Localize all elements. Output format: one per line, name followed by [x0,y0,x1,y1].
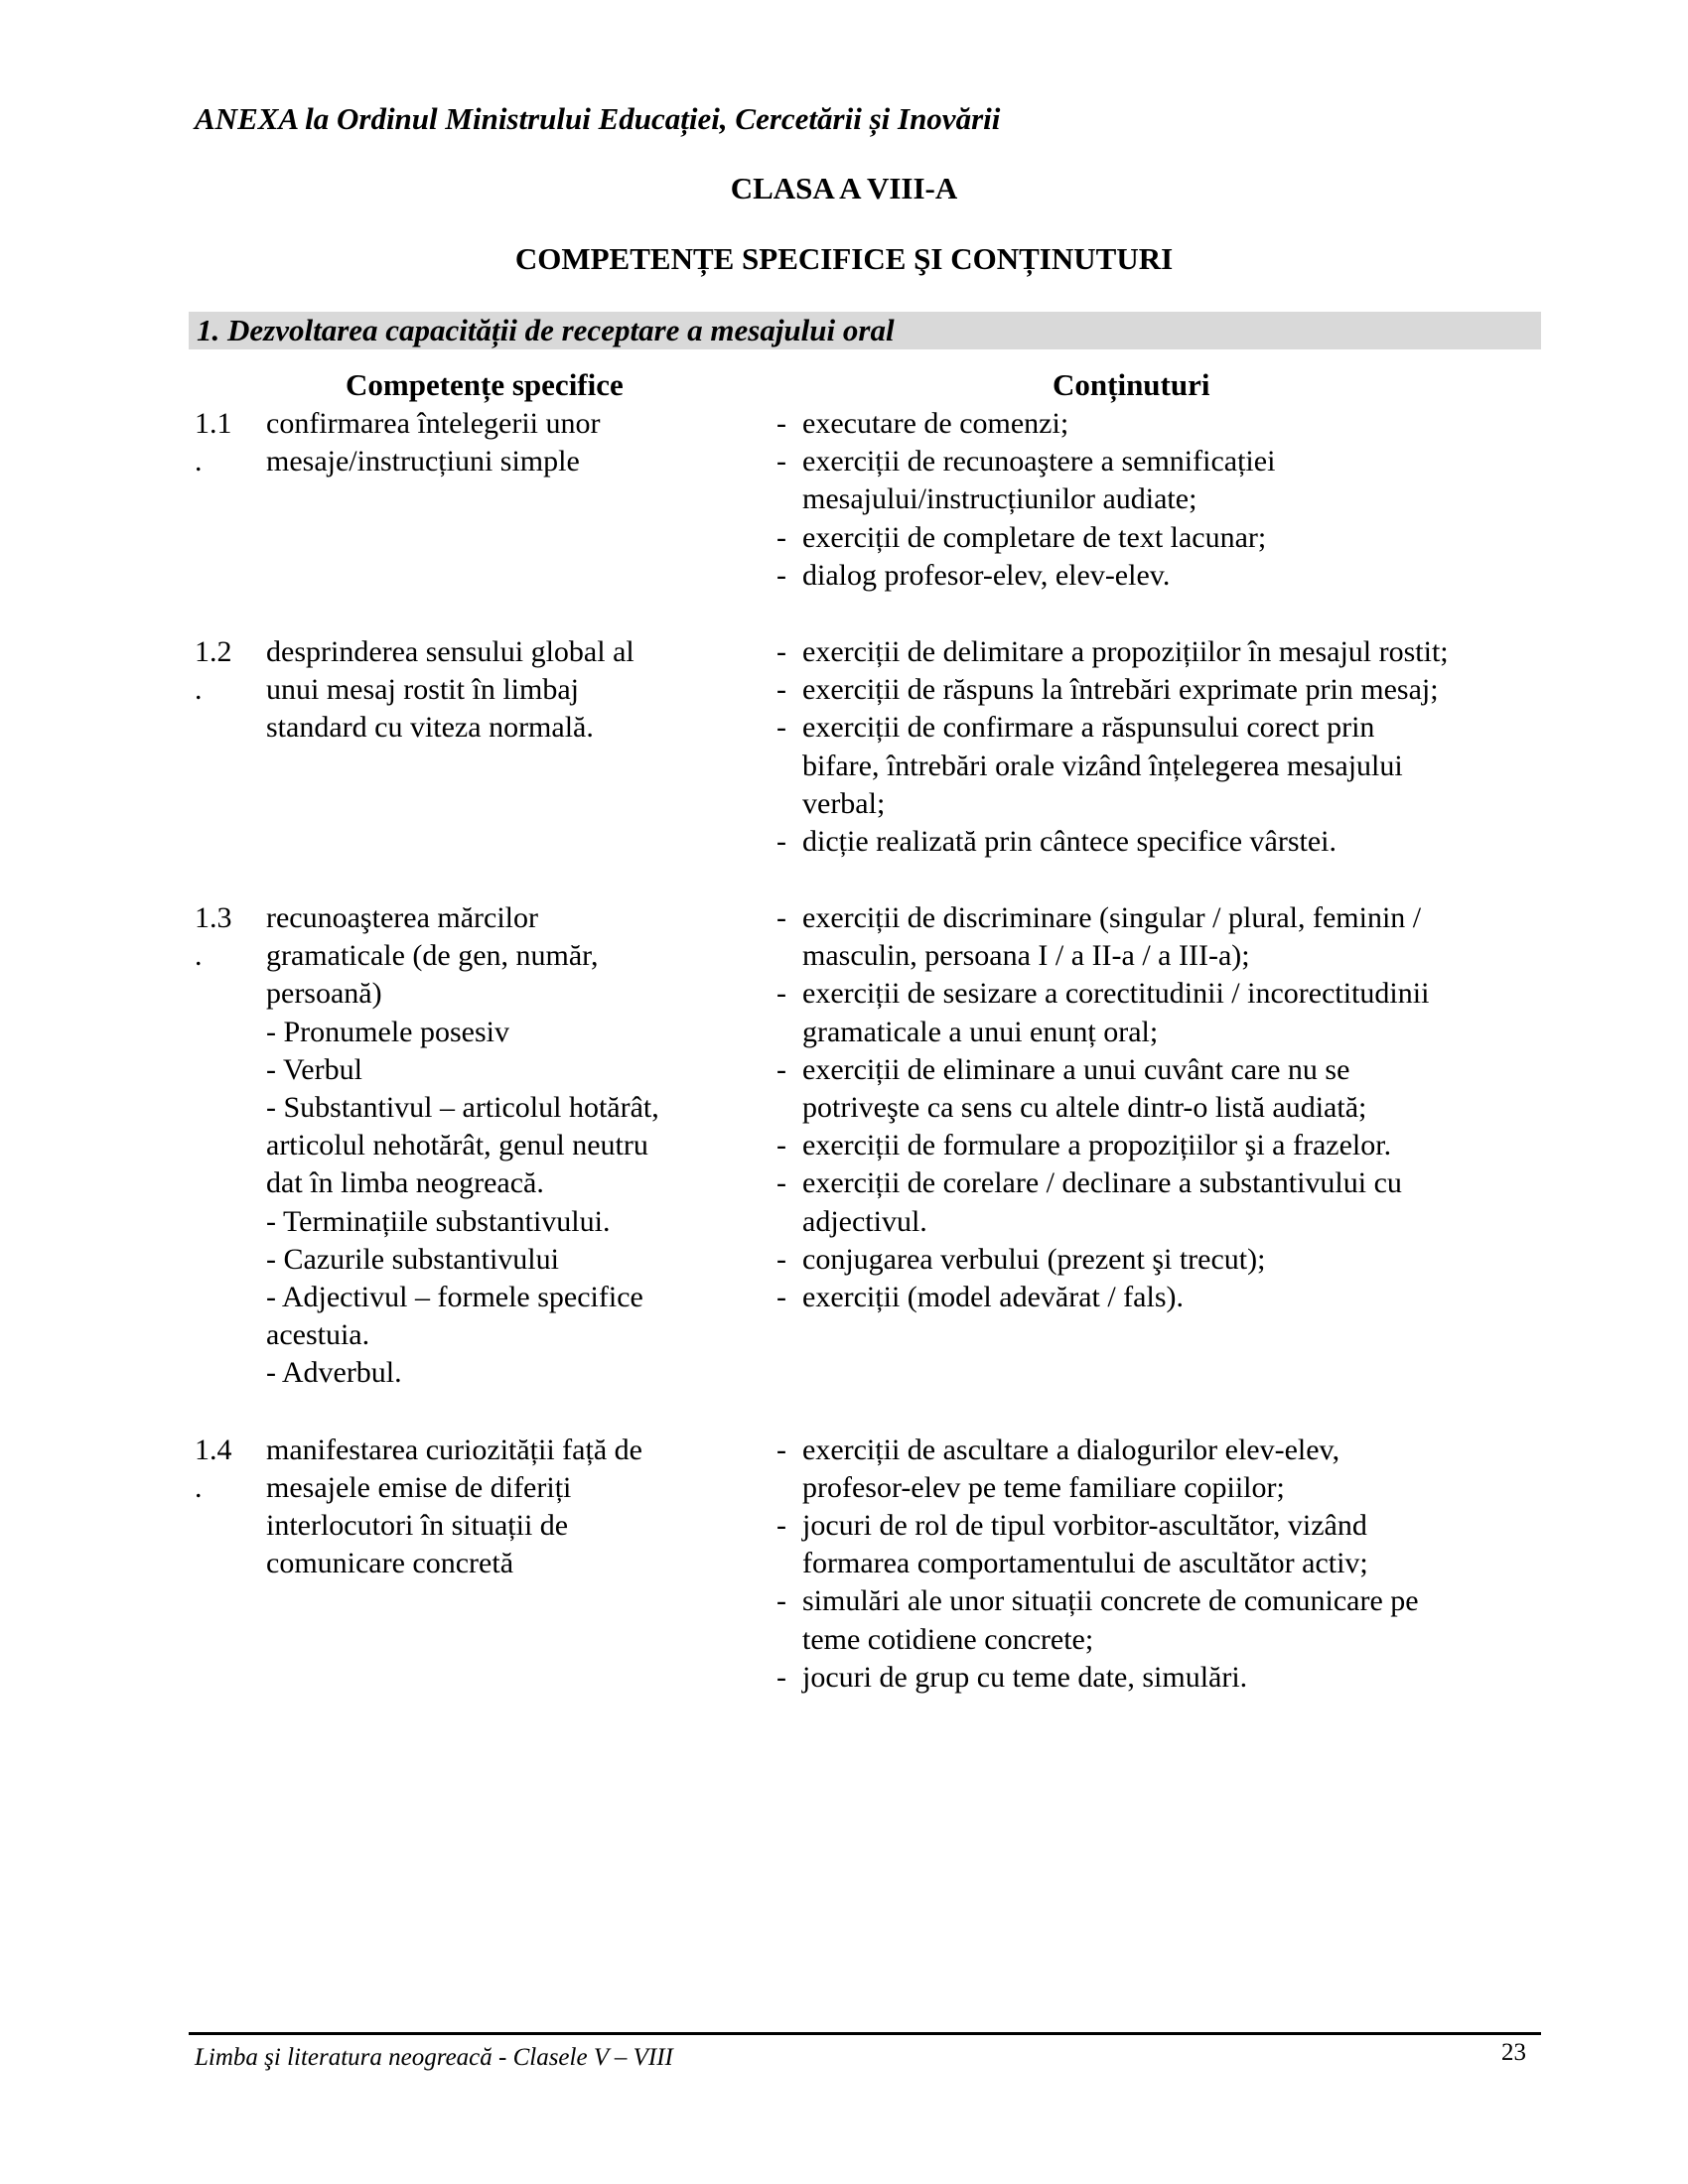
content-item: - dicție realizată prin cântece specifice vârstei. [776,823,1545,861]
content-item: - simulări ale unor situații concrete de comunicare pe teme cotidiene concrete; [776,1582,1545,1658]
content-item: - exerciții de corelare / declinare a substantivului cu adjectivul. [776,1164,1545,1240]
competence-row [195,633,1545,861]
content-item: - exerciții de eliminare a unui cuvânt care nu se potriveşte ca sens cu altele dintr-o listă audiată; [776,1051,1545,1127]
content-item: - exerciții de delimitare a propozițiilor în mesajul rostit; [776,633,1545,671]
column-header-contents: Conținuturi [1053,367,1210,402]
competence-text: desprinderea sensului global al unui mesaj rostit în limbaj standard cu viteza normală. [266,635,634,745]
competence-number: 1.3 . [195,901,232,973]
page-number: 23 [1501,2039,1526,2066]
competence-number: 1.2 . [195,635,232,707]
content-item: - exerciții de discriminare (singular / plural, feminin / masculin, persoana I / a II-a / a III-a); [776,899,1545,975]
competence-number: 1.4 . [195,1433,232,1504]
competences-table [195,405,1545,1735]
content-item: - exerciții de completare de text lacunar; [776,519,1545,557]
content-item: - dialog profesor-elev, elev-elev. [776,557,1545,595]
content-item: - conjugarea verbului (prezent şi trecut); [776,1241,1545,1279]
competence-row [195,899,1545,1393]
content-item: - exerciții de răspuns la întrebări exprimate prin mesaj; [776,671,1545,709]
footer-title: Limba şi literatura neogreacă - Clasele V – VIII [195,2044,673,2071]
class-title: CLASA A VIII-A [730,171,958,205]
annex-header: ANEXA la Ordinul Ministrului Educației, Cercetării și Inovării [195,101,1001,136]
competence-text: confirmarea întelegerii unor mesaje/instrucțiuni simple [266,407,601,478]
competence-row [195,1432,1545,1697]
contents-list [776,899,1545,1316]
footer-rule [189,2032,1541,2035]
competence-text: manifestarea curiozității față de mesajele emise de diferiți interlocutori în situații de comunicare concretă [266,1433,642,1580]
content-item: - exerciții de recunoaştere a semnificației mesajului/instrucțiunilor audiate; [776,443,1545,518]
section-title: 1. Dezvoltarea capacității de receptare a mesajului oral [197,313,895,347]
competence-number: 1.1 . [195,407,232,478]
competences-title: COMPETENȚE SPECIFICE ŞI CONȚINUTURI [514,241,1174,276]
content-item: - exerciții de ascultare a dialogurilor elev-elev, profesor-elev pe teme familiare copiilor; [776,1432,1545,1507]
content-item: - executare de comenzi; [776,405,1545,443]
competence-text: recunoaşterea mărcilor gramaticale (de gen, număr, persoană) - Pronumele posesiv - Verbul - Substantivul – articolul hotărât, articolul nehotărât, genul neutru dat în limba neogreacă. - Terminațiile substantivului. - Cazurile substantivului - Adjectivul – formele specifice acestuia. - Adverbul. [266,901,659,1390]
contents-list [776,633,1545,861]
content-item: - jocuri de grup cu teme date, simulări. [776,1659,1545,1697]
content-item: - exerciții de confirmare a răspunsului corect prin bifare, întrebări orale vizând înțelegerea mesajului verbal; [776,709,1545,823]
column-header-competences: Competențe specifice [346,367,624,402]
competence-row [195,405,1545,595]
contents-list [776,405,1545,595]
contents-list [776,1432,1545,1697]
content-item: - exerciții de sesizare a corectitudinii / incorectitudinii gramaticale a unui enunț oral; [776,975,1545,1050]
content-item: - jocuri de rol de tipul vorbitor-ascultător, vizând formarea comportamentului de ascultător activ; [776,1507,1545,1582]
content-item: - exerciții (model adevărat / fals). [776,1279,1545,1316]
content-item: - exerciții de formulare a propozițiilor şi a frazelor. [776,1127,1545,1164]
